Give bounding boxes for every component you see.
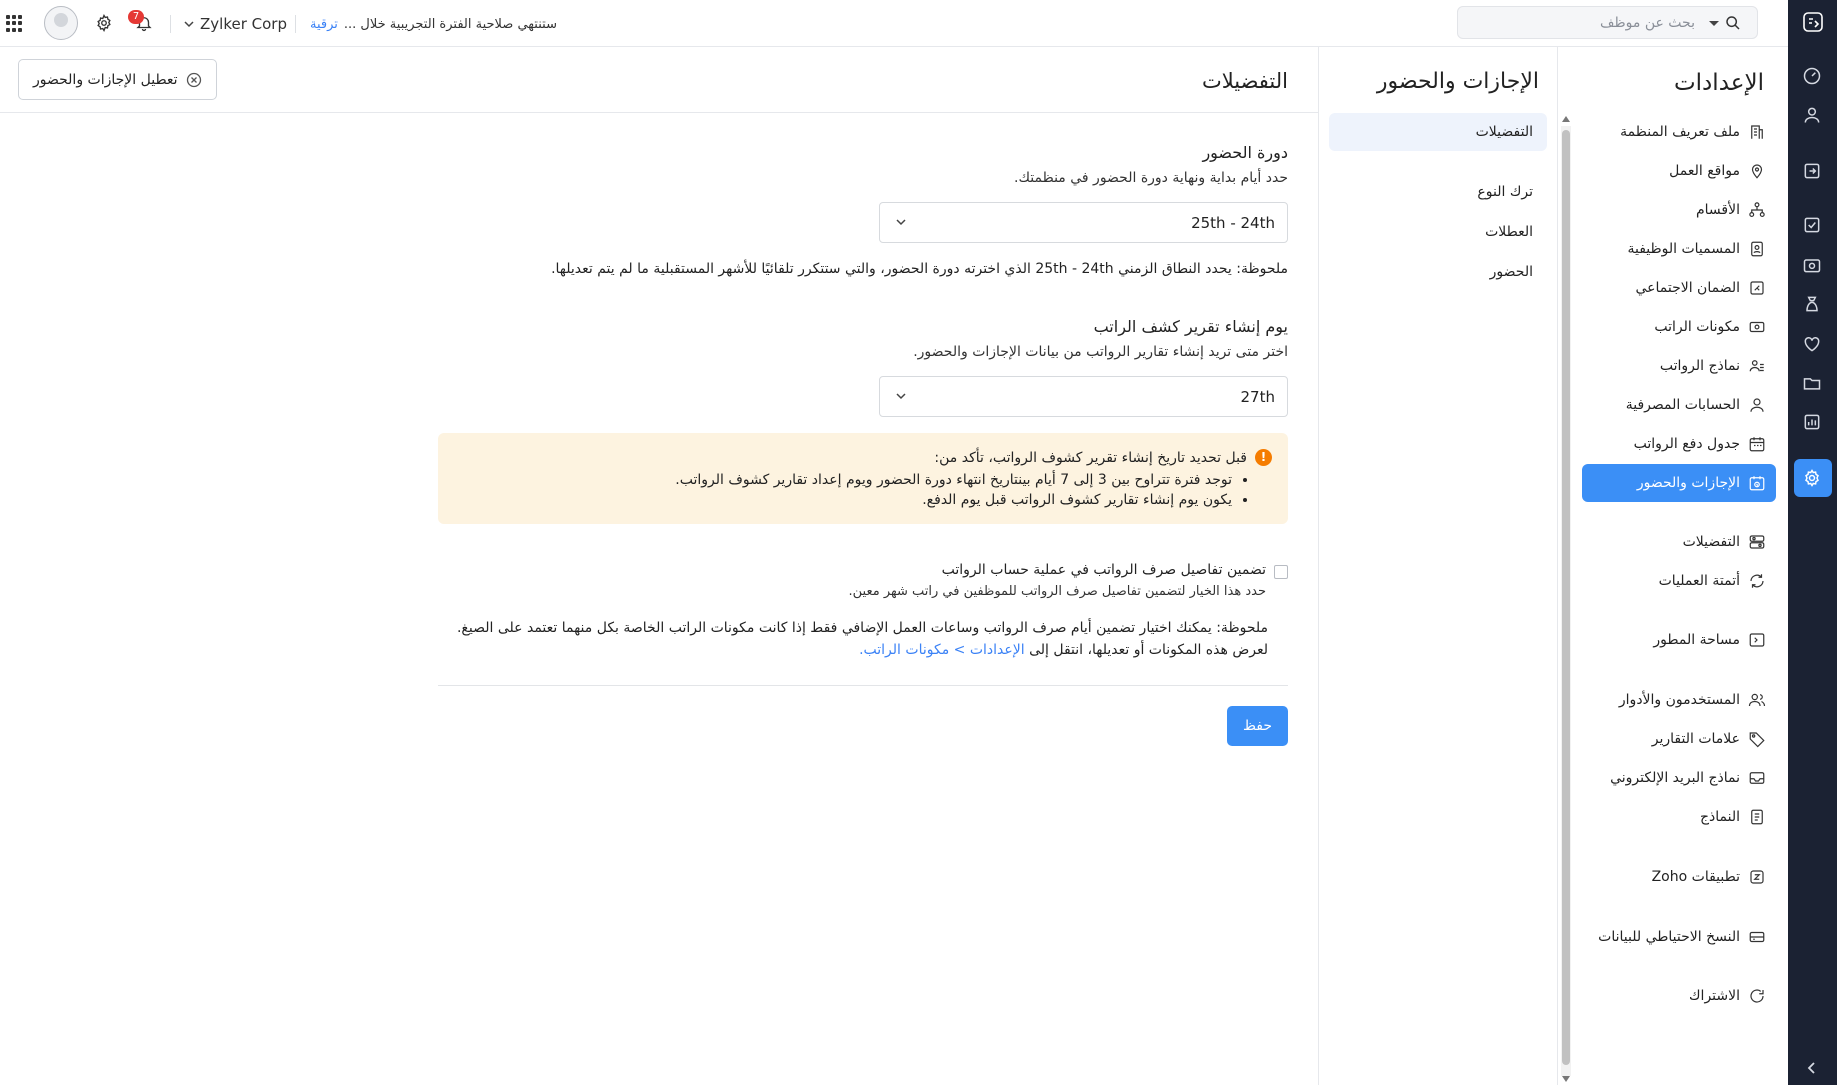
employee-search[interactable] (1457, 6, 1758, 39)
divider (295, 15, 296, 33)
settings-item-work-locations[interactable]: مواقع العمل (1582, 152, 1776, 190)
settings-sidebar (1560, 47, 1788, 1085)
upgrade-link[interactable]: ترقية (310, 17, 338, 32)
page-title: التفضيلات (1201, 69, 1288, 93)
settings-item-social-security[interactable]: الضمان الاجتماعي (1582, 269, 1776, 307)
subnav-item-attendance[interactable]: الحضور (1489, 264, 1533, 280)
divider (438, 685, 1288, 686)
settings-item-users-roles[interactable]: المستخدمون والأدوار (1582, 681, 1776, 719)
employee-icon[interactable] (1802, 105, 1822, 125)
shield-icon (1748, 279, 1766, 297)
settings-item-data-backup[interactable]: النسخ الاحتياطي للبيانات (1582, 918, 1776, 956)
settings-item-developer-space[interactable]: مساحة المطور (1582, 621, 1776, 659)
scroll-thumb[interactable] (1562, 130, 1570, 1065)
salary-components-link[interactable]: الإعدادات > مكونات الراتب. (859, 642, 1025, 658)
form-icon (1748, 808, 1766, 826)
location-pin-icon (1748, 162, 1766, 180)
include-note-line1: ملحوظة: يمكنك اختيار تضمين أيام صرف الرواتب وساعات العمل الإضافي فقط إذا كانت مكونات الراتب الخاصة بكل منهما تعتمد على الصيغ. (456, 620, 1268, 636)
attendance-cycle-note: ملحوظة: يحدد النطاق الزمني 25th - 24th الذي اخترته دورة الحضور، والتي ستتكرر تلقائيًا للأشهر المستقبلية ما لم يتم تعديلها. (551, 261, 1288, 277)
settings-title: الإعدادات (1674, 69, 1764, 95)
settings-item-salary-templates[interactable]: نماذج الرواتب (1582, 347, 1776, 385)
warning-head: قبل تحديد تاريخ إنشاء تقرير كشوف الرواتب، تأكد من: (934, 449, 1247, 466)
org-switcher[interactable] (184, 15, 287, 33)
include-payouts-desc: حدد هذا الخيار لتضمين تفاصيل صرف الرواتب للموظفين في راتب شهر معين. (848, 584, 1266, 599)
payslip-day-select[interactable] (879, 376, 1288, 417)
attendance-cycle-select[interactable] (879, 202, 1288, 243)
settings-item-forms[interactable]: النماذج (1582, 798, 1776, 836)
include-note-line2: لعرض هذه المكونات أو تعديلها، انتقل إلى (1029, 642, 1268, 658)
settings-item-pay-schedule[interactable]: جدول دفع الرواتب (1582, 425, 1776, 463)
search-filter-dropdown-icon[interactable] (1709, 21, 1719, 26)
include-payouts-label: تضمين تفاصيل صرف الرواتب في عملية حساب الرواتب (941, 562, 1266, 578)
login-icon[interactable] (1802, 161, 1822, 181)
settings-item-departments[interactable]: الأقسام (1582, 191, 1776, 229)
scroll-down-arrow[interactable] (1562, 1076, 1570, 1082)
subnav-title: الإجازات والحضور (1376, 69, 1539, 94)
settings-item-org-profile[interactable]: ملف تعريف المنظمة (1582, 113, 1776, 151)
mail-icon (1748, 769, 1766, 787)
settings-item-report-tags[interactable]: علامات التقارير (1582, 720, 1776, 758)
subnav-item-preferences[interactable]: التفضيلات (1329, 113, 1547, 151)
chevron-down-icon (184, 19, 194, 29)
automation-icon (1748, 572, 1766, 590)
settings-item-automation[interactable]: أتمتة العمليات (1582, 562, 1776, 600)
collapse-chevron-icon[interactable] (1804, 1060, 1820, 1076)
apps-grid-icon[interactable] (6, 15, 23, 32)
reports-icon[interactable] (1802, 412, 1822, 432)
settings-item-salary-components[interactable]: مكونات الراتب (1582, 308, 1776, 346)
attendance-cycle-title: دورة الحضور (1202, 143, 1288, 162)
subnav-item-leave-types[interactable]: ترك النوع (1477, 184, 1533, 200)
zoho-icon (1748, 868, 1766, 886)
subnav-item-holidays[interactable]: العطلات (1485, 224, 1533, 240)
payslip-day-value: 27th (1240, 388, 1275, 406)
trial-banner (310, 17, 557, 32)
chevron-down-icon (894, 389, 908, 403)
settings-item-bank-accounts[interactable]: الحسابات المصرفية (1582, 386, 1776, 424)
dashboard-icon[interactable] (1802, 66, 1822, 86)
attendance-cycle-value: 25th - 24th (1191, 214, 1275, 232)
top-bar (0, 0, 1788, 47)
backup-icon (1748, 928, 1766, 946)
bank-icon (1748, 396, 1766, 414)
settings-item-subscription[interactable]: الاشتراك (1582, 977, 1776, 1015)
developer-icon (1748, 631, 1766, 649)
payslip-warning (438, 433, 1288, 524)
money-icon (1748, 318, 1766, 336)
warning-bullet: • يكون يوم إنشاء تقارير كشوف الرواتب قبل يوم الدفع. (458, 492, 1232, 508)
main-header (0, 47, 1318, 113)
include-payouts-option (438, 562, 1288, 599)
settings-item-designations[interactable]: المسميات الوظيفية (1582, 230, 1776, 268)
settings-scrollbar[interactable] (1560, 114, 1572, 1084)
divider (170, 15, 171, 33)
avatar[interactable] (44, 6, 78, 40)
warning-icon: ! (1255, 449, 1272, 466)
preferences-icon (1748, 533, 1766, 551)
tag-icon (1748, 730, 1766, 748)
app-logo-icon[interactable] (1801, 10, 1825, 34)
heart-icon[interactable] (1802, 334, 1822, 354)
app-rail (1788, 0, 1837, 1085)
include-payouts-note (438, 617, 1288, 661)
users-icon (1748, 691, 1766, 709)
payroll-icon[interactable] (1802, 255, 1822, 275)
id-badge-icon (1748, 240, 1766, 258)
gear-icon[interactable] (95, 14, 113, 32)
attendance-cycle-desc: حدد أيام بداية ونهاية دورة الحضور في منظمتك. (1014, 170, 1288, 186)
main-panel (0, 47, 1318, 1085)
leave-attendance-subnav (1318, 47, 1558, 1085)
calendar-icon (1748, 435, 1766, 453)
notification-badge: 7 (128, 10, 144, 24)
settings-item-preferences[interactable]: التفضيلات (1582, 523, 1776, 561)
documents-icon[interactable] (1802, 373, 1822, 393)
search-placeholder: بحث عن موظف (1600, 15, 1695, 31)
scroll-up-arrow[interactable] (1562, 116, 1570, 122)
calendar-clock-icon (1748, 474, 1766, 492)
approvals-icon[interactable] (1802, 215, 1822, 235)
benefits-icon[interactable] (1802, 294, 1822, 314)
hierarchy-icon (1748, 201, 1766, 219)
disable-leave-attendance-button[interactable]: تعطيل الإجازات والحضور (18, 59, 217, 100)
refresh-icon (1748, 987, 1766, 1005)
trial-text: ستنتهي صلاحية الفترة التجريبية خلال ... (343, 17, 557, 32)
org-name: Zylker Corp (200, 15, 287, 33)
template-icon (1748, 357, 1766, 375)
search-icon[interactable] (1725, 15, 1741, 31)
settings-item-zoho-apps[interactable]: تطبيقات Zoho (1582, 858, 1776, 896)
payslip-day-desc: اختر متى تريد إنشاء تقارير الرواتب من بيانات الإجازات والحضور. (913, 344, 1288, 360)
preferences-content (438, 143, 1288, 746)
close-circle-icon (186, 72, 202, 88)
chevron-down-icon (894, 215, 908, 229)
settings-item-leave-attendance[interactable]: الإجازات والحضور (1582, 464, 1776, 502)
save-button[interactable]: حفظ (1227, 706, 1288, 746)
include-payouts-checkbox[interactable] (1274, 565, 1288, 579)
building-icon (1748, 123, 1766, 141)
settings-gear-icon[interactable] (1802, 468, 1822, 488)
warning-bullet: • توجد فترة تتراوح بين 3 إلى 7 أيام بينتاريخ انتهاء دورة الحضور ويوم إعداد تقارير كشوف الرواتب. (458, 472, 1232, 488)
settings-item-email-templates[interactable]: نماذج البريد الإلكتروني (1582, 759, 1776, 797)
payslip-day-title: يوم إنشاء تقرير كشف الراتب (1093, 317, 1288, 336)
